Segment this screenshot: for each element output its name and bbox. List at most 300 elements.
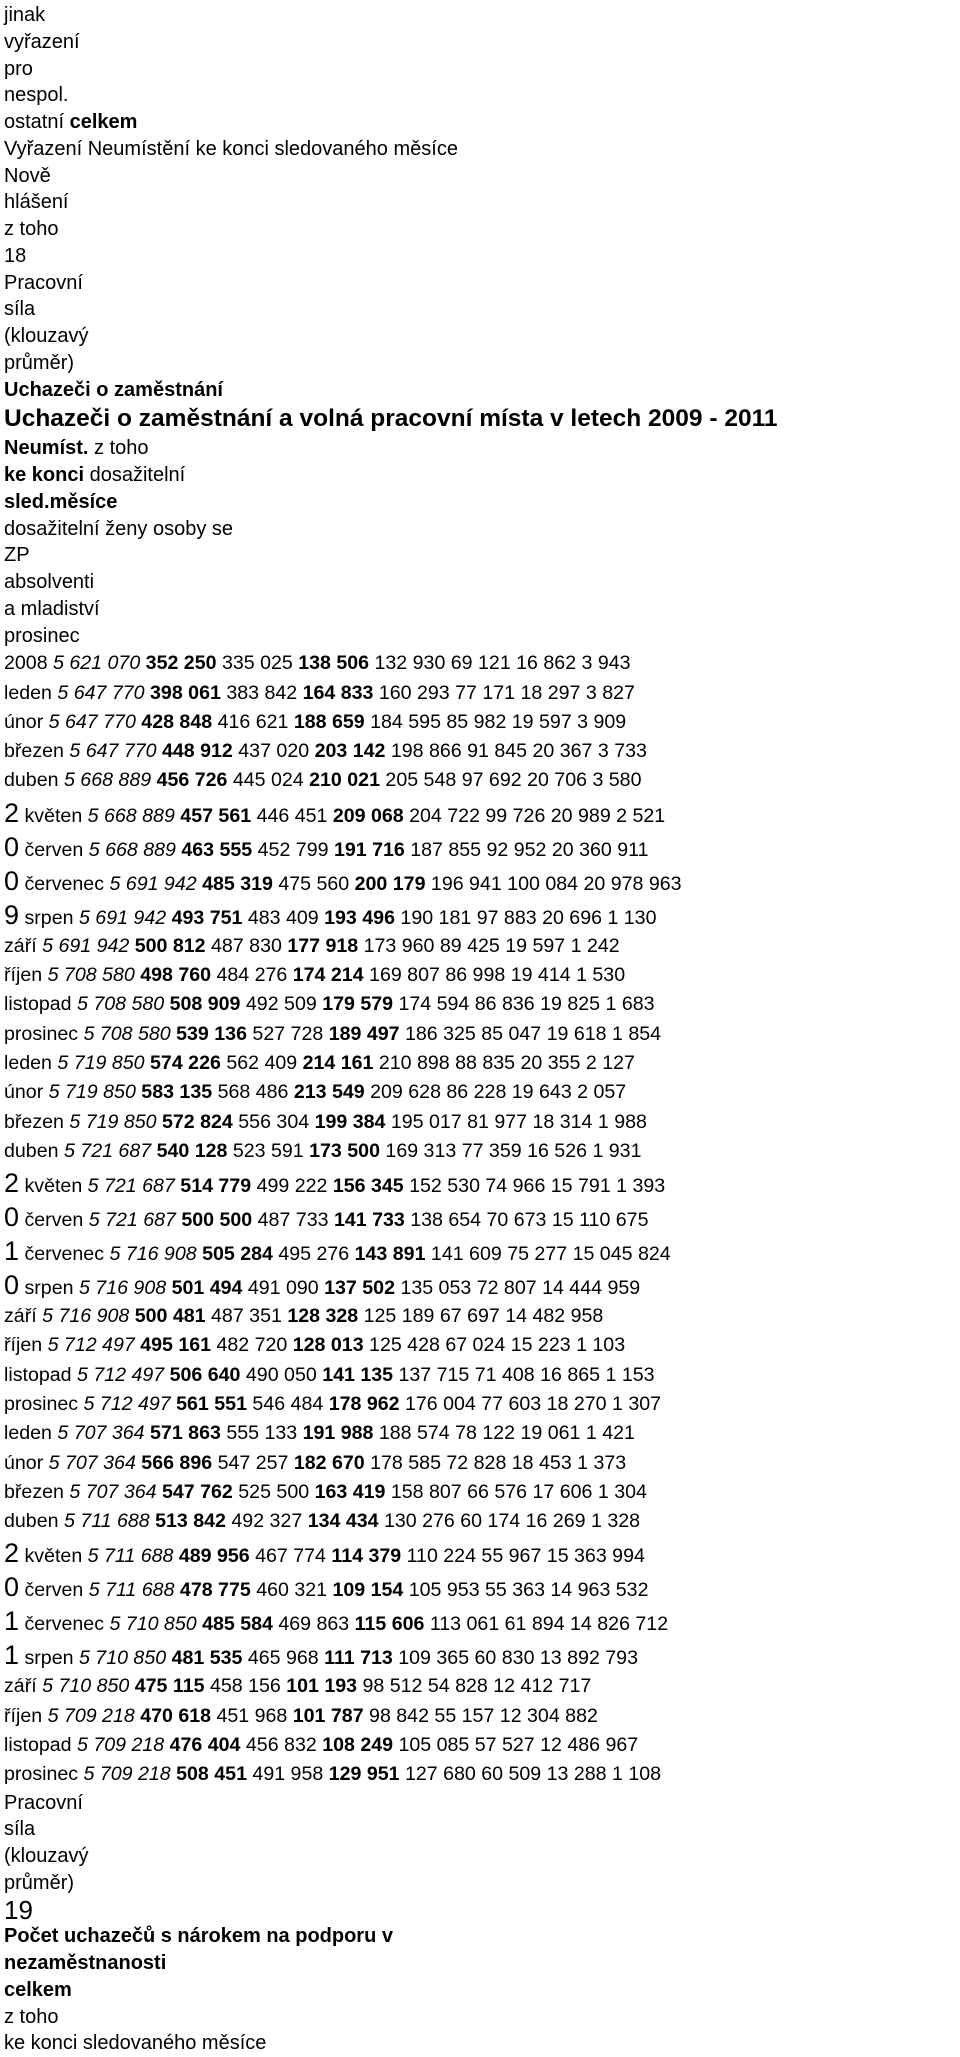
row-label: říjen	[4, 1704, 43, 1727]
table-row	[4, 679, 954, 708]
header-line	[4, 163, 954, 190]
pracovni-sila-value: 5 716 908	[109, 1243, 197, 1266]
neumisteni-value: 495 161	[140, 1334, 212, 1357]
dosazitelni-value: 458 156	[209, 1675, 281, 1698]
row-label: únor	[4, 1081, 44, 1104]
other-values: 209 628 86 228 19 643 2 057	[370, 1081, 627, 1104]
other-values: 188 574 78 122 19 061 1 421	[378, 1422, 635, 1445]
dosazitelni-value: 562 409	[226, 1051, 298, 1074]
row-label: září	[4, 1305, 37, 1328]
other-values: 138 654 70 673 15 110 675	[410, 1209, 649, 1232]
neumisteni-value: 561 551	[176, 1393, 247, 1415]
other-values: 127 680 60 509 13 288 1 108	[404, 1763, 662, 1786]
zeny-value: 115 606	[354, 1613, 425, 1636]
row-lead-digit: 0	[4, 1270, 20, 1301]
other-values: 137 715 71 408 16 865 1 153	[398, 1363, 655, 1386]
pracovni-sila-value: 5 711 688	[63, 1510, 150, 1533]
pracovni-sila-value: 5 712 497	[47, 1334, 135, 1357]
table-row	[4, 1449, 954, 1478]
header-line	[4, 270, 954, 297]
text-part: Počet uchazečů s nárokem na podporu v	[4, 1925, 393, 1948]
pracovni-sila-value: 5 707 364	[69, 1480, 157, 1503]
table-row	[4, 1137, 954, 1166]
text-part: síla	[4, 298, 36, 321]
text-part: Nově	[4, 164, 51, 187]
table-row	[4, 1760, 954, 1789]
zeny-value: 191 716	[333, 838, 405, 861]
pracovni-sila-value: 5 710 850	[42, 1675, 130, 1698]
dosazitelni-value: 492 509	[245, 993, 317, 1016]
zeny-value: 141 135	[322, 1363, 394, 1386]
pracovni-sila-value: 5 707 364	[57, 1422, 145, 1445]
zeny-value: 200 179	[354, 872, 426, 895]
neumisteni-value: 493 751	[171, 906, 243, 929]
text-part: dosažitelní	[84, 464, 186, 486]
footer-line	[4, 1790, 954, 1817]
other-values: 204 722 99 726 20 989 2 521	[409, 804, 666, 827]
other-values: 174 594 86 836 19 825 1 683	[398, 993, 655, 1016]
column-header-lines	[4, 435, 954, 649]
zeny-value: 210 021	[309, 769, 380, 792]
neumisteni-value: 506 640	[169, 1363, 241, 1386]
row-label: únor	[4, 1451, 44, 1474]
table-row	[4, 1478, 954, 1507]
header-line	[4, 350, 954, 377]
zeny-value: 111 713	[324, 1647, 393, 1670]
table-row	[4, 1268, 954, 1302]
dosazitelni-value: 568 486	[217, 1081, 289, 1104]
neumisteni-value: 540 128	[156, 1139, 228, 1162]
header-line	[4, 136, 954, 163]
other-values: 105 085 57 527 12 486 967	[398, 1734, 639, 1757]
table-row	[4, 1200, 954, 1234]
column-header-line	[4, 623, 954, 650]
neumisteni-value: 583 135	[141, 1081, 213, 1104]
row-label: únor	[4, 710, 44, 733]
pracovni-sila-value: 5 716 908	[78, 1277, 167, 1300]
text-part: (klouzavý	[4, 1845, 89, 1868]
row-lead-digit: 0	[4, 1202, 20, 1233]
neumisteni-value: 500 812	[134, 934, 206, 957]
dosazitelni-value: 482 720	[216, 1334, 288, 1357]
zeny-value: 138 506	[298, 652, 370, 675]
row-label: duben	[4, 769, 59, 792]
header-line	[4, 243, 954, 270]
row-label: březen	[4, 1480, 64, 1503]
dosazitelni-value: 383 842	[226, 681, 298, 704]
dosazitelni-value: 484 276	[216, 964, 288, 987]
zeny-value: 209 068	[332, 804, 404, 827]
text-part: sled.měsíce	[4, 490, 118, 513]
neumisteni-value: 476 404	[169, 1734, 241, 1757]
text-part: Pracovní	[4, 1791, 83, 1814]
neumisteni-value: 470 618	[140, 1704, 212, 1727]
footer-line	[4, 1843, 954, 1870]
row-label: srpen	[24, 1277, 74, 1300]
pracovni-sila-value: 5 691 942	[78, 906, 167, 929]
footer-line	[4, 1950, 954, 1977]
table-row	[4, 1361, 954, 1390]
other-values: 184 595 85 982 19 597 3 909	[370, 710, 627, 733]
table-row	[4, 796, 954, 830]
dosazitelni-value: 483 409	[247, 906, 319, 929]
other-values: 169 313 77 359 16 526 1 931	[385, 1139, 642, 1162]
pracovni-sila-value: 5 711 688	[88, 1579, 175, 1602]
text-part: z toho	[88, 437, 149, 460]
neumisteni-value: 508 909	[169, 993, 241, 1016]
pracovni-sila-value: 5 708 580	[83, 1022, 171, 1045]
dosazitelni-value: 467 774	[255, 1545, 326, 1568]
dosazitelni-value: 527 728	[252, 1022, 324, 1045]
zeny-value: 213 549	[293, 1081, 365, 1104]
footer-line	[4, 2030, 954, 2057]
dosazitelni-value: 465 968	[247, 1647, 319, 1670]
dosazitelni-value: 492 327	[231, 1510, 303, 1533]
other-values: 169 807 86 998 19 414 1 530	[369, 964, 626, 987]
text-part: dosažitelní ženy osoby se	[4, 517, 234, 540]
neumisteni-value: 481 535	[171, 1647, 243, 1670]
row-label: říjen	[4, 1334, 43, 1357]
row-label: prosinec	[4, 1393, 79, 1415]
row-label: březen	[4, 1110, 64, 1133]
document	[4, 2, 954, 2057]
table-row	[4, 1638, 954, 1672]
pracovni-sila-value: 5 709 218	[47, 1704, 135, 1727]
pracovni-sila-value: 5 647 770	[48, 710, 136, 733]
row-label: červen	[24, 838, 84, 861]
header-line	[4, 2, 954, 29]
table-row	[4, 864, 954, 898]
neumisteni-value: 505 284	[202, 1243, 273, 1266]
other-values: 176 004 77 603 18 270 1 307	[404, 1393, 662, 1415]
zeny-value: 188 659	[293, 710, 365, 733]
table-row	[4, 932, 954, 961]
text-part: průměr)	[4, 1871, 75, 1894]
column-header-line	[4, 489, 954, 516]
zeny-value: 108 249	[322, 1734, 394, 1757]
other-values: 205 548 97 692 20 706 3 580	[385, 769, 642, 792]
pracovni-sila-value: 5 716 908	[42, 1305, 130, 1328]
table-row	[4, 961, 954, 990]
footer-line	[4, 1894, 954, 1925]
table-row	[4, 1507, 954, 1536]
pracovni-sila-value: 5 668 889	[87, 804, 175, 827]
zeny-value: 199 384	[314, 1110, 386, 1133]
pracovni-sila-value: 5 712 497	[83, 1393, 171, 1415]
table-row	[4, 1020, 954, 1049]
header-lines	[4, 2, 954, 403]
data-rows	[4, 649, 954, 1789]
footer-line	[4, 1816, 954, 1843]
neumisteni-value: 501 494	[171, 1277, 243, 1300]
row-label: 2008	[4, 652, 48, 675]
table-row	[4, 1536, 954, 1570]
neumisteni-value: 352 250	[145, 652, 217, 675]
text-part: síla	[4, 1818, 36, 1841]
table-row	[4, 1078, 954, 1107]
table-row	[4, 1234, 954, 1268]
text-part: z toho	[4, 2005, 59, 2028]
table-row	[4, 708, 954, 737]
other-values: 113 061 61 894 14 826 712	[429, 1613, 669, 1636]
header-line	[4, 189, 954, 216]
row-label: leden	[4, 1051, 52, 1074]
table-row	[4, 1702, 954, 1731]
dosazitelni-value: 525 500	[238, 1480, 310, 1503]
other-values: 152 530 74 966 15 791 1 393	[409, 1175, 666, 1198]
text-part: Neumíst.	[4, 437, 89, 460]
header-line	[4, 296, 954, 323]
neumisteni-value: 398 061	[150, 681, 221, 704]
zeny-value: 156 345	[332, 1175, 404, 1198]
text-part: 18	[4, 244, 27, 267]
table-row	[4, 1419, 954, 1448]
footer-line	[4, 1923, 954, 1950]
dosazitelni-value: 445 024	[232, 769, 304, 792]
row-label: červenec	[24, 872, 104, 895]
pracovni-sila-value: 5 719 850	[69, 1110, 157, 1133]
header-line	[4, 377, 954, 404]
text-part: z toho	[4, 218, 59, 240]
dosazitelni-value: 491 090	[247, 1277, 319, 1300]
row-label: červenec	[24, 1613, 104, 1636]
text-part: celkem	[69, 111, 138, 133]
text-part: nespol.	[4, 84, 69, 107]
row-label: srpen	[24, 1647, 74, 1670]
pracovni-sila-value: 5 709 218	[83, 1763, 171, 1786]
text-part: pro	[4, 57, 33, 80]
table-row	[4, 1331, 954, 1360]
pracovni-sila-value: 5 708 580	[47, 964, 135, 987]
neumisteni-value: 572 824	[162, 1110, 233, 1133]
text-part: ZP	[4, 544, 30, 567]
row-label: květen	[24, 1175, 83, 1198]
neumisteni-value: 428 848	[141, 710, 213, 733]
zeny-value: 109 154	[332, 1579, 404, 1602]
dosazitelni-value: 499 222	[256, 1175, 328, 1198]
zeny-value: 163 419	[314, 1480, 386, 1503]
zeny-value: 128 013	[292, 1334, 364, 1357]
other-values: 158 807 66 576 17 606 1 304	[390, 1480, 647, 1503]
other-values: 98 842 55 157 12 304 882	[369, 1704, 598, 1727]
zeny-value: 178 962	[328, 1393, 400, 1415]
other-values: 130 276 60 174 16 269 1 328	[383, 1510, 641, 1533]
row-lead-digit: 2	[4, 1538, 20, 1569]
column-header-line	[4, 462, 954, 489]
pracovni-sila-value: 5 707 364	[48, 1451, 136, 1474]
other-values: 178 585 72 828 18 453 1 373	[370, 1451, 627, 1474]
pracovni-sila-value: 5 621 070	[53, 652, 141, 675]
dosazitelni-value: 547 257	[217, 1451, 289, 1474]
neumisteni-value: 498 760	[140, 964, 212, 987]
neumisteni-value: 485 319	[202, 872, 273, 895]
row-lead-digit: 9	[4, 899, 20, 930]
table-row	[4, 1570, 954, 1604]
table-row	[4, 766, 954, 795]
zeny-value: 101 787	[292, 1704, 364, 1727]
footer-line	[4, 1977, 954, 2004]
row-lead-digit: 0	[4, 865, 20, 896]
neumisteni-value: 448 912	[162, 740, 233, 763]
other-values: 173 960 89 425 19 597 1 242	[363, 934, 620, 957]
row-label: listopad	[4, 1363, 72, 1386]
text-part: ke konci sledovaného měsíce	[4, 2032, 267, 2055]
dosazitelni-value: 335 025	[221, 652, 293, 675]
dosazitelni-value: 460 321	[256, 1579, 328, 1602]
row-label: září	[4, 1675, 37, 1698]
table-row	[4, 1731, 954, 1760]
row-lead-digit: 1	[4, 1236, 20, 1267]
text-part: (klouzavý	[4, 325, 89, 347]
pracovni-sila-value: 5 719 850	[48, 1081, 136, 1104]
neumisteni-value: 539 136	[176, 1022, 247, 1045]
neumisteni-value: 478 775	[179, 1579, 251, 1602]
neumisteni-value: 508 451	[176, 1763, 247, 1786]
pracovni-sila-value: 5 721 687	[87, 1175, 175, 1198]
other-values: 160 293 77 171 18 297 3 827	[378, 681, 635, 704]
row-label: říjen	[4, 964, 43, 987]
dosazitelni-value: 452 799	[257, 838, 329, 861]
row-label: prosinec	[4, 1022, 79, 1045]
dosazitelni-value: 446 451	[256, 804, 328, 827]
table-row	[4, 1302, 954, 1331]
neumisteni-value: 475 115	[134, 1675, 205, 1698]
neumisteni-value: 574 226	[150, 1051, 221, 1074]
dosazitelni-value: 487 733	[257, 1209, 329, 1232]
neumisteni-value: 571 863	[150, 1422, 221, 1445]
neumisteni-value: 547 762	[162, 1480, 233, 1503]
text-part: 19	[4, 1894, 33, 1925]
row-lead-digit: 1	[4, 1640, 20, 1671]
text-part: celkem	[4, 1978, 72, 2001]
table-row	[4, 990, 954, 1019]
other-values: 198 866 91 845 20 367 3 733	[390, 740, 647, 763]
other-values: 132 930 69 121 16 862 3 943	[374, 652, 631, 675]
table-row	[4, 1166, 954, 1200]
zeny-value: 177 918	[287, 934, 359, 957]
dosazitelni-value: 556 304	[238, 1110, 310, 1133]
row-lead-digit: 1	[4, 1606, 20, 1637]
dosazitelni-value: 475 560	[278, 872, 350, 895]
row-lead-digit: 0	[4, 1572, 20, 1603]
text-part: nezaměstnanosti	[4, 1952, 167, 1975]
pracovni-sila-value: 5 710 850	[109, 1613, 197, 1636]
pracovni-sila-value: 5 719 850	[57, 1051, 145, 1074]
table-row	[4, 737, 954, 766]
dosazitelni-value: 487 830	[211, 934, 282, 957]
zeny-value: 134 434	[307, 1510, 379, 1533]
text-part: absolventi	[4, 571, 95, 593]
column-header-line	[4, 435, 954, 462]
text-part: Vyřazení Neumístění ke konci sledovaného měsíce	[4, 137, 458, 160]
zeny-value: 129 951	[328, 1763, 400, 1786]
text-part: hlášení	[4, 191, 69, 214]
table-row	[4, 1604, 954, 1638]
zeny-value: 101 193	[286, 1675, 358, 1698]
pracovni-sila-value: 5 710 850	[78, 1647, 167, 1670]
pracovni-sila-value: 5 691 942	[109, 872, 197, 895]
neumisteni-value: 566 896	[141, 1451, 213, 1474]
other-values: 135 053 72 807 14 444 959	[400, 1277, 641, 1300]
row-lead-digit: 2	[4, 797, 20, 828]
text-part: Pracovní	[4, 271, 83, 294]
pracovni-sila-value: 5 668 889	[88, 838, 176, 861]
column-header-line	[4, 569, 954, 596]
text-part: ostatní	[4, 111, 70, 133]
zeny-value: 174 214	[292, 964, 364, 987]
table-row	[4, 1390, 954, 1419]
header-line	[4, 109, 954, 136]
row-label: září	[4, 934, 37, 957]
text-part: průměr)	[4, 351, 75, 374]
header-line	[4, 29, 954, 56]
row-label: prosinec	[4, 1763, 79, 1786]
other-values: 105 953 55 363 14 963 532	[408, 1579, 649, 1602]
dosazitelni-value: 546 484	[252, 1393, 324, 1415]
zeny-value: 164 833	[302, 681, 374, 704]
zeny-value: 189 497	[328, 1022, 400, 1045]
text-part: vyřazení	[4, 30, 80, 53]
zeny-value: 173 500	[309, 1139, 380, 1162]
dosazitelni-value: 487 351	[211, 1305, 282, 1328]
text-part: a mladiství	[4, 597, 100, 620]
pracovni-sila-value: 5 721 687	[63, 1139, 152, 1162]
page-title: Uchazeči o zaměstnání a volná pracovní místa v letech 2009 - 2011	[4, 405, 778, 433]
table-row	[4, 898, 954, 932]
zeny-value: 193 496	[324, 906, 395, 929]
pracovni-sila-value: 5 647 770	[69, 740, 157, 763]
zeny-value: 143 891	[354, 1243, 426, 1266]
dosazitelni-value: 490 050	[245, 1363, 317, 1386]
dosazitelni-value: 491 958	[252, 1763, 324, 1786]
zeny-value: 114 379	[331, 1545, 402, 1568]
other-values: 190 181 97 883 20 696 1 130	[400, 906, 657, 929]
zeny-value: 191 988	[302, 1422, 374, 1445]
other-values: 195 017 81 977 18 314 1 988	[390, 1110, 647, 1133]
zeny-value: 182 670	[293, 1451, 365, 1474]
row-label: březen	[4, 740, 64, 763]
footer-lines	[4, 1790, 954, 2057]
row-lead-digit: 2	[4, 1168, 20, 1199]
column-header-line	[4, 542, 954, 569]
table-row	[4, 1672, 954, 1701]
column-header-line	[4, 596, 954, 623]
row-label: červen	[24, 1209, 84, 1232]
column-header-line	[4, 516, 954, 543]
dosazitelni-value: 469 863	[278, 1613, 350, 1636]
header-line	[4, 323, 954, 350]
header-line	[4, 216, 954, 243]
table-row	[4, 649, 954, 678]
footer-line	[4, 1870, 954, 1897]
row-label: duben	[4, 1510, 59, 1533]
other-values: 110 224 55 967 15 363 994	[406, 1545, 645, 1568]
pracovni-sila-value: 5 711 688	[87, 1545, 174, 1568]
text-part: prosinec	[4, 624, 80, 647]
zeny-value: 137 502	[324, 1277, 395, 1300]
row-label: srpen	[24, 906, 74, 929]
zeny-value: 203 142	[314, 740, 386, 763]
text-part: Uchazeči o zaměstnání	[4, 378, 223, 401]
dosazitelni-value: 456 832	[245, 1734, 317, 1757]
row-label: červenec	[24, 1243, 104, 1266]
row-label: červen	[24, 1579, 84, 1602]
other-values: 210 898 88 835 20 355 2 127	[378, 1051, 635, 1074]
other-values: 187 855 92 952 20 360 911	[410, 838, 649, 861]
dosazitelni-value: 555 133	[226, 1422, 298, 1445]
row-lead-digit: 0	[4, 831, 20, 862]
neumisteni-value: 463 555	[181, 838, 253, 861]
